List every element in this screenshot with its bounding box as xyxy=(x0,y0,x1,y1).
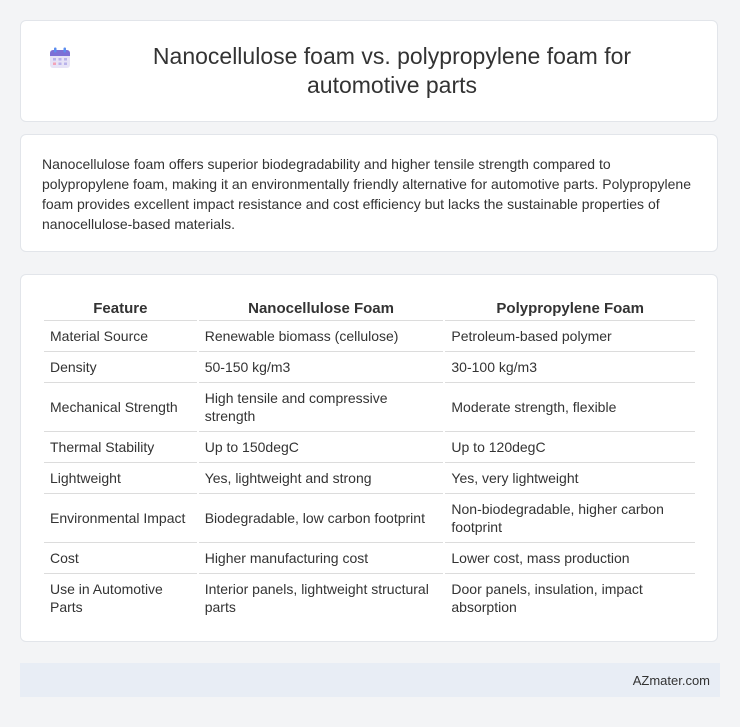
table-cell: Use in Automotive Parts xyxy=(50,581,163,615)
table-row xyxy=(44,321,695,352)
table-row xyxy=(44,494,695,543)
table-cell: Yes, lightweight and strong xyxy=(199,463,444,494)
table-cell: High tensile and compressive strength xyxy=(199,383,444,432)
table-cell: Non-biodegradable, higher carbon footprint xyxy=(445,494,695,543)
table-row xyxy=(44,543,695,574)
table-header-row xyxy=(44,296,695,321)
table-cell: Lightweight xyxy=(44,463,197,494)
table-cell: 30-100 kg/m3 xyxy=(445,352,695,383)
table-cell: Door panels, insulation, impact absorption xyxy=(451,581,643,615)
table-cell: Lower cost, mass production xyxy=(445,543,695,574)
table-row xyxy=(44,352,695,383)
table-cell: Up to 120degC xyxy=(445,432,695,463)
table-row xyxy=(44,574,695,622)
summary-text: Nanocellulose foam offers superior biodegradability and higher tensile strength compared to polypropylene foam, making it an environmentally friendly alternative for automotive parts. Polypropylene foam provides excellent impact resistance and cost efficiency but lacks the sustainable properties of nanocellulose-based materials. xyxy=(42,156,692,232)
column-header-nanocellulose: Nanocellulose Foam xyxy=(199,296,444,321)
comparison-table-card xyxy=(20,274,718,642)
table-cell: Mechanical Strength xyxy=(44,383,197,432)
table-row xyxy=(44,463,695,494)
page-title: Nanocellulose foam vs. polypropylene foam for automotive parts xyxy=(152,43,632,98)
column-header-feature: Feature xyxy=(44,296,197,321)
column-header-polypropylene: Polypropylene Foam xyxy=(445,296,695,321)
table-cell: Environmental Impact xyxy=(44,494,197,543)
calendar-icon xyxy=(49,47,71,69)
table-cell: Petroleum-based polymer xyxy=(445,321,695,352)
table-cell: Up to 150degC xyxy=(199,432,444,463)
comparison-table xyxy=(42,296,697,622)
title-card xyxy=(20,20,718,122)
table-cell: 50-150 kg/m3 xyxy=(199,352,444,383)
table-cell: Renewable biomass (cellulose) xyxy=(199,321,444,352)
table-cell: Interior panels, lightweight structural parts xyxy=(204,581,429,615)
footer-site-link[interactable]: AZmater.com xyxy=(632,672,710,688)
footer-bar xyxy=(20,663,720,697)
table-cell: Moderate strength, flexible xyxy=(445,383,695,432)
table-cell: Thermal Stability xyxy=(44,432,197,463)
table-row xyxy=(44,383,695,432)
table-cell: Cost xyxy=(44,543,197,574)
summary-card xyxy=(20,134,718,252)
table-cell: Biodegradable, low carbon footprint xyxy=(199,494,444,543)
table-cell: Yes, very lightweight xyxy=(445,463,695,494)
table-cell: Density xyxy=(44,352,197,383)
title-wrap xyxy=(49,42,689,100)
table-row xyxy=(44,432,695,463)
table-cell: Material Source xyxy=(44,321,197,352)
table-cell: Higher manufacturing cost xyxy=(199,543,444,574)
